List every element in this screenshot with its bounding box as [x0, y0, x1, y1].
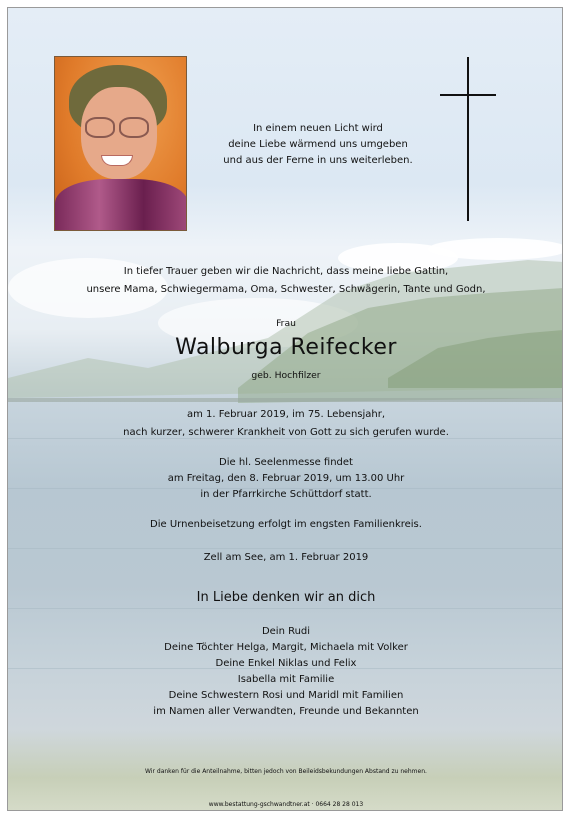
title-prefix: Frau — [276, 318, 296, 329]
deceased-name: Walburga Reifecker — [175, 335, 397, 360]
urn-notice: Die Urnenbeisetzung erfolgt im engsten Familienkreis. — [150, 519, 422, 530]
death-line: am 1. Februar 2019, im 75. Lebensjahr, — [186, 409, 386, 420]
verse-line: In einem neuen Licht wird — [253, 123, 383, 134]
announcement-line: unsere Mama, Schwiegermama, Oma, Schwester, Schwägerin, Tante und Godn, — [86, 284, 486, 295]
mourner-line: Dein Rudi — [261, 626, 311, 637]
announcement-line: In tiefer Trauer geben wir die Nachricht, dass meine liebe Gattin, — [123, 266, 449, 277]
cross-icon — [467, 57, 469, 221]
shoreline — [8, 398, 562, 402]
mourner-line: Deine Enkel Niklas und Felix — [215, 658, 357, 669]
place-date: Zell am See, am 1. Februar 2019 — [203, 552, 369, 563]
announcement — [8, 263, 563, 299]
mourners-list — [8, 624, 563, 720]
motto: In Liebe denken wir an dich — [196, 590, 376, 605]
mass-notice — [8, 455, 563, 503]
mourner-line: im Namen aller Verwandten, Freunde und Bekannten — [153, 706, 419, 717]
mass-line: Die hl. Seelenmesse findet — [219, 457, 353, 468]
mass-line: in der Pfarrkirche Schüttdorf statt. — [200, 489, 372, 500]
mass-line: am Freitag, den 8. Februar 2019, um 13.00 Uhr — [167, 473, 405, 484]
maiden-name: geb. Hochfilzer — [251, 370, 321, 381]
mourner-line: Deine Schwestern Rosi und Maridl mit Familien — [168, 690, 404, 701]
water-ripple — [8, 548, 562, 549]
water-ripple — [8, 608, 562, 609]
cross-icon-bar — [440, 94, 496, 96]
mourner-line: Isabella mit Familie — [237, 674, 335, 685]
mourner-line: Deine Töchter Helga, Margit, Michaela mit Volker — [164, 642, 408, 653]
portrait-photo — [54, 56, 187, 231]
verse-line: deine Liebe wärmend uns umgeben — [228, 139, 408, 150]
funeral-home-footer: www.bestattung-gschwandtner.at · 0664 28 28 013 — [208, 801, 364, 808]
obituary-card — [7, 7, 563, 811]
death-notice — [8, 406, 563, 442]
verse — [193, 121, 443, 169]
verse-line: und aus der Ferne in uns weiterleben. — [223, 155, 413, 166]
death-line: nach kurzer, schwerer Krankheit von Gott zu sich gerufen wurde. — [123, 427, 449, 438]
thanks-note: Wir danken für die Anteilnahme, bitten jedoch von Beileidsbekundungen Abstand zu nehmen. — [145, 768, 427, 775]
